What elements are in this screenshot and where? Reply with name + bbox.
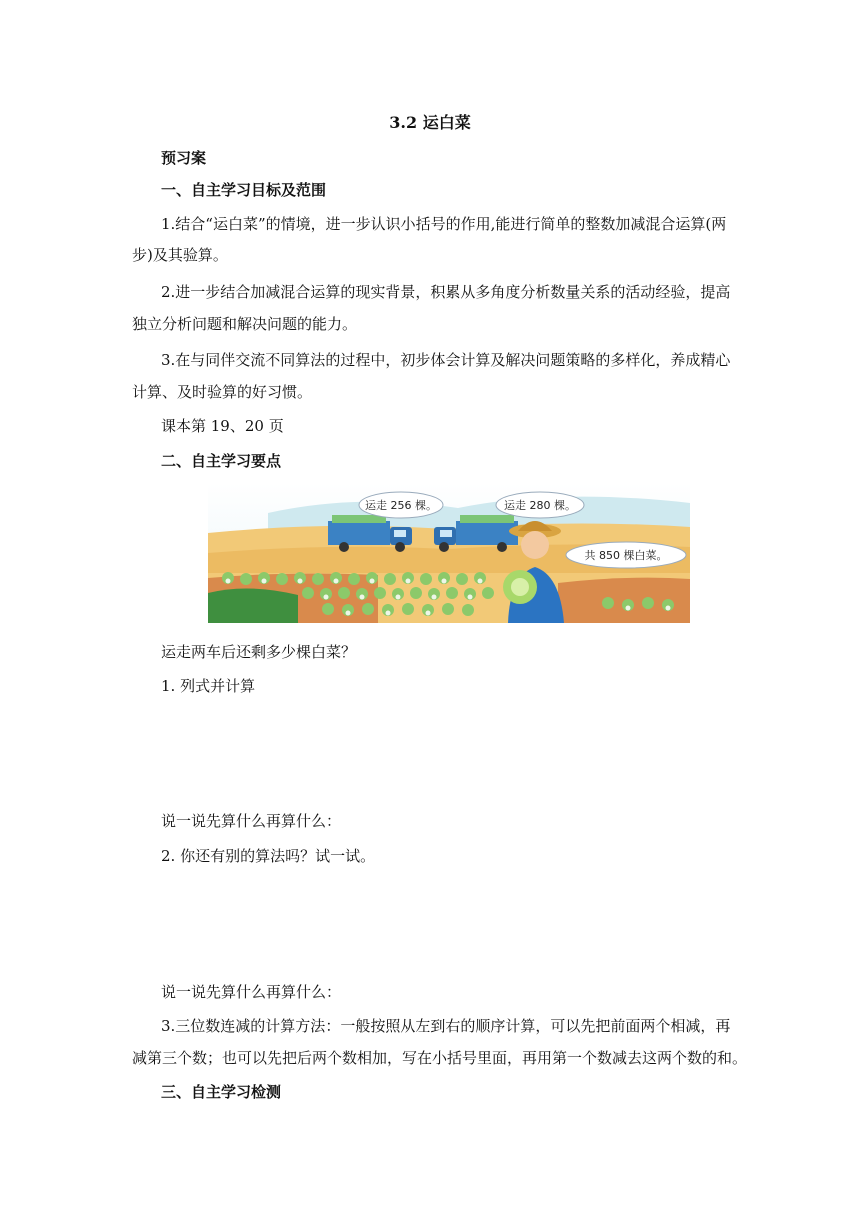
goal-2-line-2: 独立分析问题和解决问题的能力。 — [132, 315, 358, 333]
say-order-2: 说一说先算什么再算什么： — [161, 983, 342, 1001]
speech-bubble-3 — [566, 542, 686, 568]
textbook-pages: 课本第 19、20 页 — [161, 417, 284, 435]
cabbage-field-illustration — [208, 483, 690, 623]
bubble-1-text: 运走 256 棵。 — [365, 499, 437, 512]
question: 运走两车后还剩多少棵白菜？ — [161, 643, 357, 661]
item-2: 2. 你还有别的算法吗？试一试。 — [161, 847, 376, 865]
heading-self-test: 三、自主学习检测 — [161, 1083, 282, 1101]
speech-bubble-2 — [496, 492, 584, 518]
method-line-2: 减第三个数；也可以先把后两个数相加，写在小括号里面，再用第一个数减去这两个数的和。 — [132, 1049, 748, 1067]
item-1: 1. 列式并计算 — [161, 677, 256, 695]
goal-1-line-2: 步)及其验算。 — [132, 246, 228, 264]
goal-3-line-1: 3.在与同伴交流不同算法的过程中，初步体会计算及解决问题策略的多样化，养成精心 — [161, 351, 731, 369]
goal-2-line-1: 2.进一步结合加减混合运算的现实背景，积累从多角度分析数量关系的活动经验，提高 — [161, 283, 731, 301]
bubble-2-text: 运走 280 棵。 — [504, 499, 576, 512]
speech-bubble-1 — [359, 492, 443, 518]
goal-1-line-1: 1.结合“运白菜”的情境，进一步认识小括号的作用,能进行简单的整数加减混合运算(两 — [161, 215, 727, 233]
section-label: 预习案 — [161, 149, 207, 167]
goal-3-line-2: 计算、及时验算的好习惯。 — [132, 383, 313, 401]
document-title: 3.2 运白菜 — [389, 113, 471, 132]
heading-goals: 一、自主学习目标及范围 — [161, 181, 327, 199]
say-order-1: 说一说先算什么再算什么： — [161, 812, 342, 830]
method-line-1: 3.三位数连减的计算方法：一般按照从左到右的顺序计算，可以先把前面两个相减，再 — [161, 1017, 731, 1035]
bubble-3-text: 共 850 棵白菜。 — [584, 549, 668, 562]
heading-key-points: 二、自主学习要点 — [161, 452, 282, 470]
